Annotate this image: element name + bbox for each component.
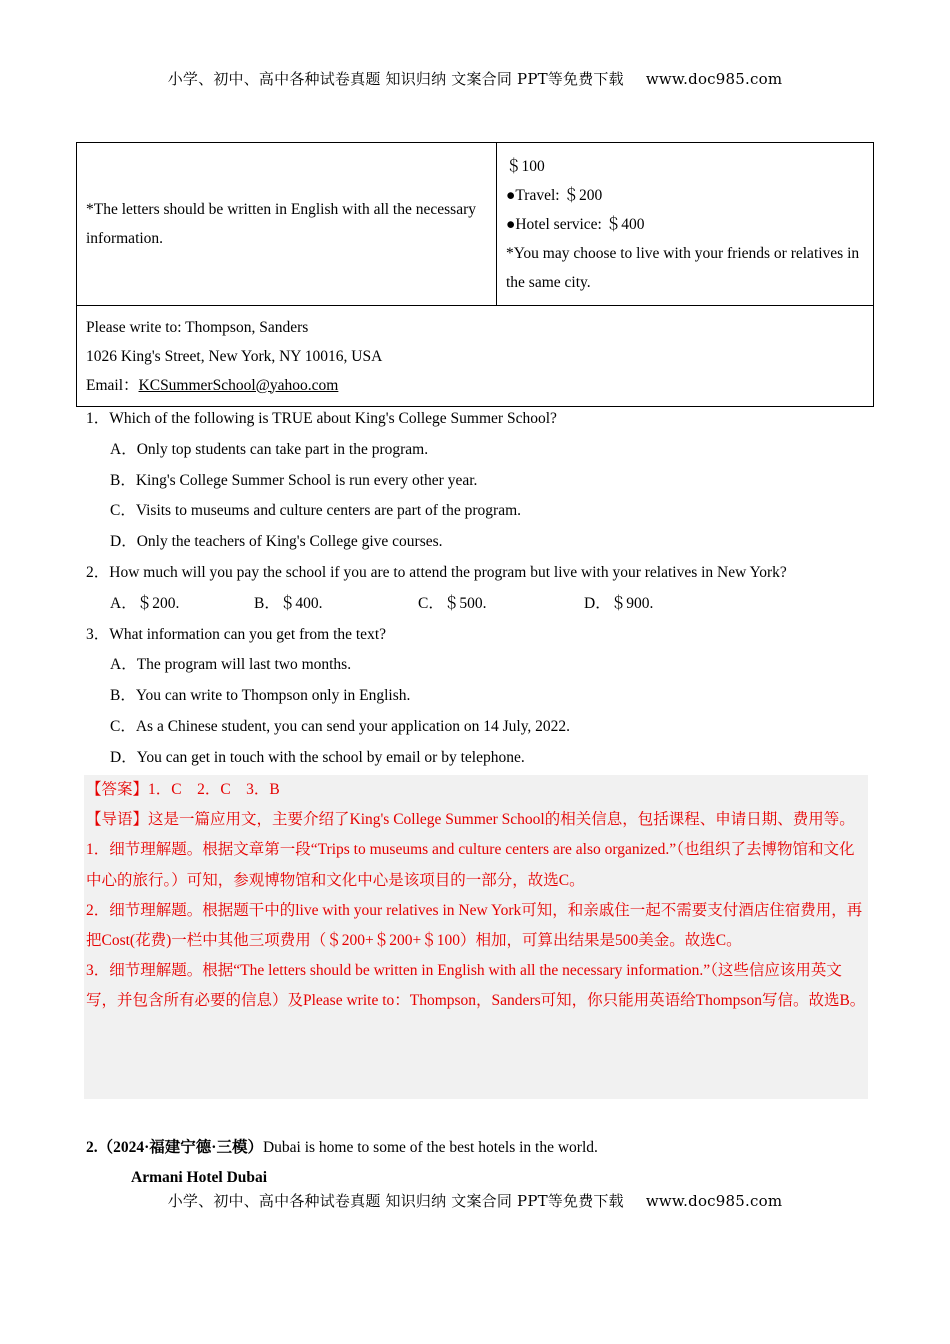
question-3-option-d: D．You can get in touch with the school by email or by telephone.: [110, 748, 525, 766]
email-label: Email：: [86, 376, 139, 394]
question-1-option-c: C．Visits to museums and culture centers are part of the program.: [110, 502, 521, 520]
question-1-option-a: A．Only top students can take part in the program.: [110, 440, 429, 458]
address-line-1: Please write to: Thompson, Sanders: [86, 318, 309, 336]
answer-explanation-2: 2．细节理解题。根据题干中的live with your relatives in New York可知，和亲戚住一起不需要支付酒店住宿费用，再把Cost(花费)一栏中其他三项费用（＄200+＄200+＄100）相加，可算出结果是500美金。故选C。: [86, 901, 863, 950]
footer-url[interactable]: www.doc985.com: [645, 1192, 783, 1210]
page-footer: [0, 1190, 950, 1211]
question-2-option-d: D．＄900.: [584, 594, 654, 612]
address-cell: [77, 306, 874, 407]
hotel-heading: Armani Hotel Dubai: [131, 1169, 268, 1186]
email-link[interactable]: KCSummerSchool@yahoo.com: [138, 376, 339, 394]
cost-cell: [497, 143, 874, 306]
question-2-option-b: B．＄400.: [254, 594, 323, 612]
question-2-stem: 2．How much will you pay the school if you are to attend the program but live with your relatives in New York?: [86, 563, 787, 581]
cost-line-travel: ●Travel: ＄200: [506, 186, 603, 204]
next-passage-label: 2.（2024·福建宁德·三模）: [86, 1139, 263, 1156]
email-line: [86, 371, 864, 400]
question-3-option-a: A．The program will last two months.: [110, 656, 352, 674]
questions-section: [86, 404, 866, 774]
answer-intro: 【导语】这是一篇应用文，主要介绍了King's College Summer School的相关信息，包括课程、申请日期、费用等。: [86, 811, 855, 829]
letters-note-cell: [77, 143, 497, 306]
question-2-option-a: A．＄200.: [110, 594, 180, 612]
question-3-stem: 3．What information can you get from the text?: [86, 625, 387, 643]
answer-explanation-3: 3．细节理解题。根据“The letters should be written in English with all the necessary information.”（这些信应该用英文写，并包含所有必要的信息）及Please write to：Thompson，Sanders可知，你只能用英语给Thompson写信。故选B。: [86, 962, 866, 1010]
footer-text: 小学、初中、高中各种试卷真题 知识归纳 文案合同 PPT等免费下载: [167, 1192, 624, 1210]
letters-note: *The letters should be written in English with all the necessary information.: [86, 201, 476, 247]
cost-note: *You may choose to live with your friends or relatives in the same city.: [506, 244, 860, 291]
cost-line-hotel: ●Hotel service: ＄400: [506, 215, 645, 233]
cost-line-1: ＄100: [506, 157, 545, 175]
question-2-option-c: C．＄500.: [418, 594, 487, 612]
page-header: [0, 68, 950, 89]
header-text: 小学、初中、高中各种试卷真题 知识归纳 文案合同 PPT等免费下载: [167, 70, 624, 88]
address-line-2: 1026 King's Street, New York, NY 10016, USA: [86, 347, 383, 365]
next-passage-text: Dubai is home to some of the best hotels in the world.: [262, 1139, 598, 1156]
question-3-option-b: B．You can write to Thompson only in English.: [110, 687, 411, 705]
question-1-option-d: D．Only the teachers of King's College give courses.: [110, 533, 443, 551]
question-3-option-c: C．As a Chinese student, you can send your application on 14 July, 2022.: [110, 717, 571, 735]
answer-key: 【答案】1．C 2．C 3．B: [86, 781, 280, 798]
answer-explanation-1: 1．细节理解题。根据文章第一段“Trips to museums and culture centers are also organized.”（也组织了去博物馆和文化中心的旅行。）可知，参观博物馆和文化中心是该项目的一部分，故选C。: [86, 841, 855, 889]
info-table: [76, 142, 874, 407]
question-1-option-b: B．King's College Summer School is run every other year.: [110, 471, 478, 489]
header-url[interactable]: www.doc985.com: [645, 70, 783, 88]
question-1-stem: 1．Which of the following is TRUE about King's College Summer School?: [86, 410, 557, 427]
next-passage-title: [86, 1134, 598, 1162]
answer-section: [84, 775, 868, 1099]
question-2-options: [86, 589, 866, 620]
